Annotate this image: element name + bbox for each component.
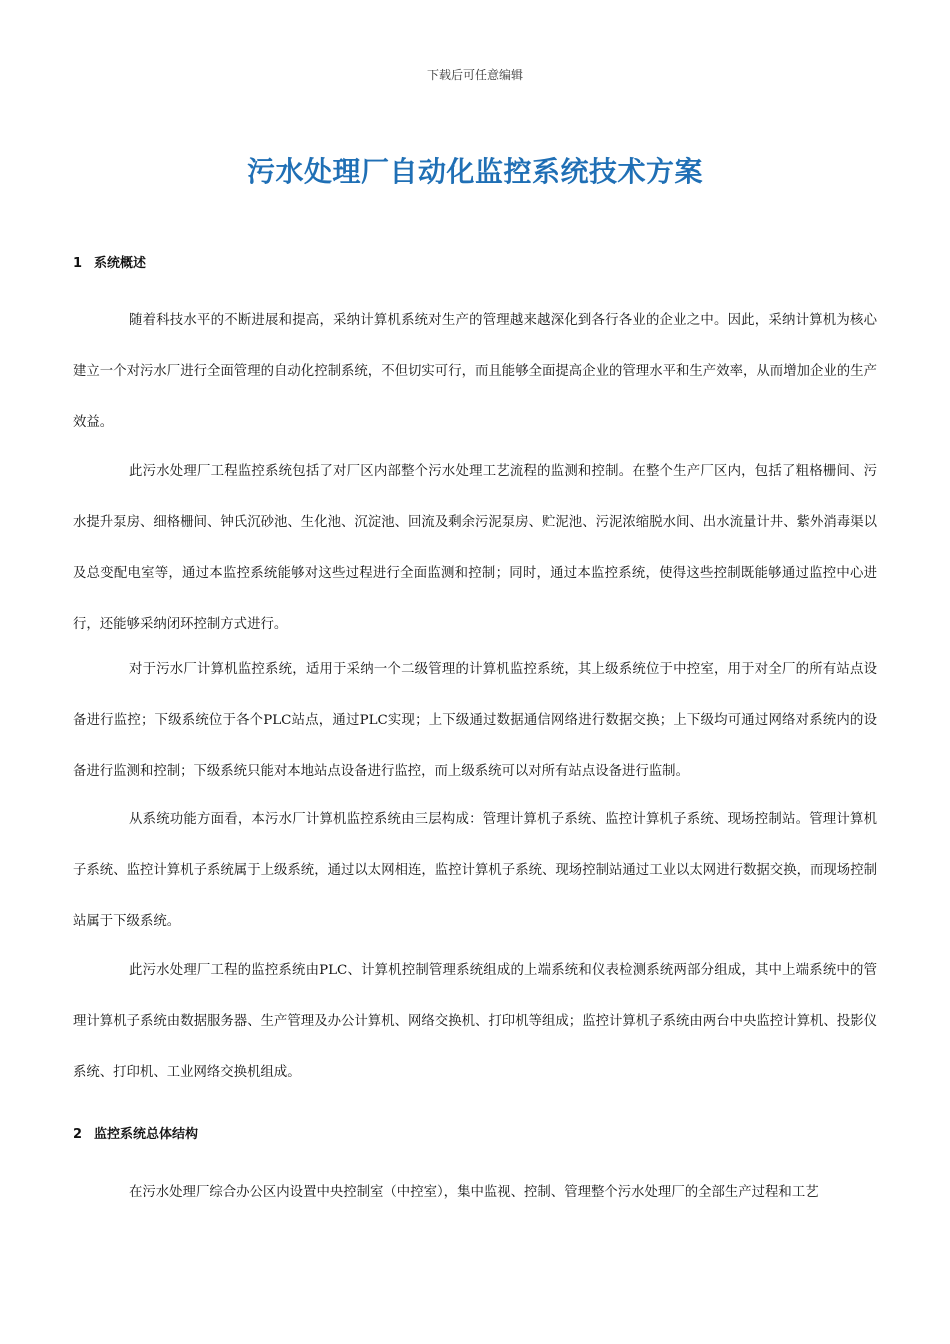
paragraph: 在污水处理厂综合办公区内设置中央控制室（中控室），集中监视、控制、管理整个污水处理厂的全部生产过程和工艺 bbox=[129, 1185, 819, 1200]
paragraph: 从系统功能方面看，本污水厂计算机监控系统由三层构成：管理计算机子系统、监控计算机子系统、现场控制站。管理计算机子系统、监控计算机子系统属于上级系统，通过以太网相连，监控计算机子系统、现场控制站通过工业以太网进行数据交换，而现场控制站属于下级系统。 bbox=[73, 812, 877, 929]
section-title: 监控系统总体结构 bbox=[94, 1127, 199, 1142]
section-number: 1 bbox=[73, 256, 83, 271]
paragraph: 对于污水厂计算机监控系统，适用于采纳一个二级管理的计算机监控系统，其上级系统位于中控室，用于对全厂的所有站点设备进行监控；下级系统位于各个PLC站点，通过PLC实现；上下级通过数据通信网络进行数据交换；上下级均可通过网络对系统内的设备进行监测和控制；下级系统只能对本地站点设备进行监控，而上级系统可以对所有站点设备进行监制。 bbox=[73, 662, 877, 779]
section-title: 系统概述 bbox=[94, 256, 147, 271]
section-heading-1 bbox=[73, 252, 146, 271]
section-number: 2 bbox=[73, 1127, 83, 1142]
document-title: 污水处理厂自动化监控系统技术方案 bbox=[246, 155, 703, 188]
header-note: 下载后可任意编辑 bbox=[426, 68, 523, 82]
section-heading-2 bbox=[73, 1123, 198, 1142]
paragraph: 此污水处理厂工程监控系统包括了对厂区内部整个污水处理工艺流程的监测和控制。在整个生产厂区内，包括了粗格栅间、污水提升泵房、细格栅间、钟氏沉砂池、生化池、沉淀池、回流及剩余污泥泵房、贮泥池、污泥浓缩脱水间、出水流量计井、紫外消毒渠以及总变配电室等，通过本监控系统能够对这些过程进行全面监测和控制；同时，通过本监控系统，使得这些控制既能够通过监控中心进行，还能够采纳闭环控制方式进行。 bbox=[73, 464, 877, 632]
paragraph: 随着科技水平的不断进展和提高，采纳计算机系统对生产的管理越来越深化到各行各业的企业之中。因此，采纳计算机为核心建立一个对污水厂进行全面管理的自动化控制系统，不但切实可行，而且能够全面提高企业的管理水平和生产效率，从而增加企业的生产效益。 bbox=[73, 313, 877, 430]
paragraph: 此污水处理厂工程的监控系统由PLC、计算机控制管理系统组成的上端系统和仪表检测系统两部分组成，其中上端系统中的管理计算机子系统由数据服务器、生产管理及办公计算机、网络交换机、打印机等组成；监控计算机子系统由两台中央监控计算机、投影仪系统、打印机、工业网络交换机组成。 bbox=[73, 963, 877, 1080]
